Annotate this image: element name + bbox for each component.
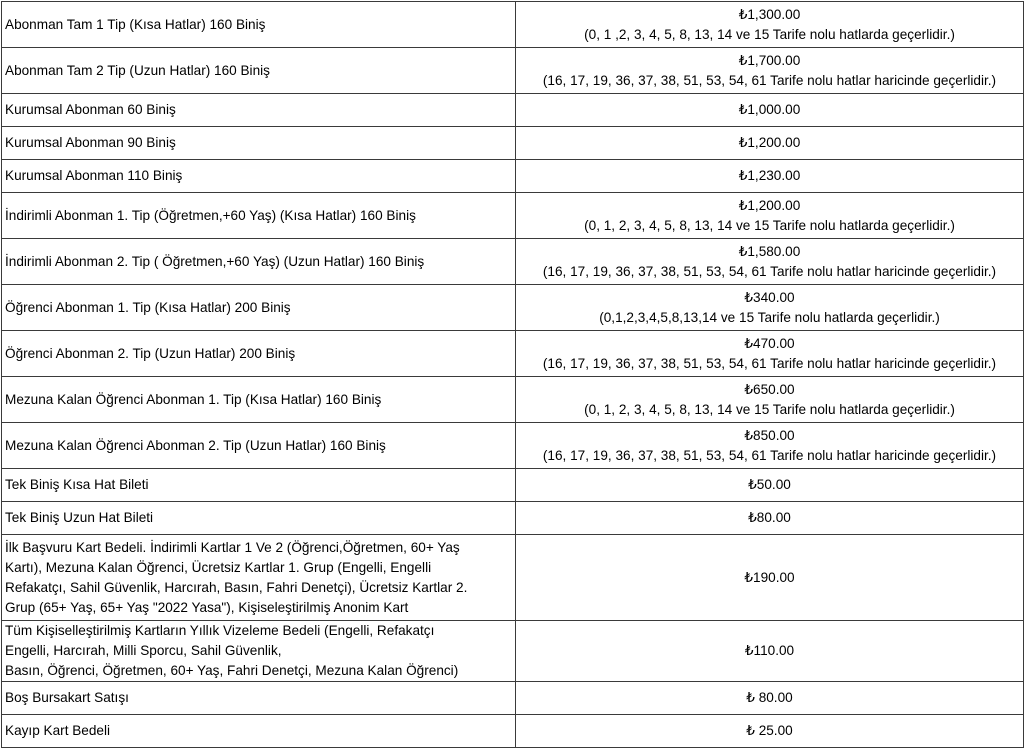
fare-name-line: Mezuna Kalan Öğrenci Abonman 2. Tip (Uzun Hatlar) 160 Biniş <box>5 437 386 453</box>
fare-name-cell <box>2 502 516 535</box>
fare-price: ₺1,700.00 <box>738 52 801 68</box>
fare-name-line: Kurumsal Abonman 90 Biniş <box>5 135 176 150</box>
fare-name-cell <box>2 331 516 377</box>
fare-name-line: Mezuna Kalan Öğrenci Abonman 1. Tip (Kısa Hatlar) 160 Biniş <box>5 391 382 407</box>
fare-price-cell <box>516 48 1024 94</box>
fare-validity-note: (0,1,2,3,4,5,8,13,14 ve 15 Tarife nolu hatlarda geçerlidir.) <box>599 309 940 325</box>
fare-name-line: Engelli, Harcırah, Milli Sporcu, Sahil Güvenlik, <box>5 643 282 658</box>
table-row <box>2 193 1024 239</box>
fare-validity-note: (0, 1 ,2, 3, 4, 5, 8, 13, 14 ve 15 Tarife nolu hatlarda geçerlidir.) <box>584 26 955 42</box>
fare-validity-note: (16, 17, 19, 36, 37, 38, 51, 53, 54, 61 Tarife nolu hatlar haricinde geçerlidir.) <box>542 263 997 279</box>
fare-price-cell <box>516 94 1024 127</box>
fare-name-line: Öğrenci Abonman 2. Tip (Uzun Hatlar) 200 Biniş <box>5 345 296 361</box>
fare-price-cell <box>516 621 1024 682</box>
fare-name-line: Tüm Kişiselleştirilmiş Kartların Yıllık Vizeleme Bedeli (Engelli, Refakatçı <box>5 623 435 638</box>
fare-name-line: İlk Başvuru Kart Bedeli. İndirimli Kartlar 1 Ve 2 (Öğrenci,Öğretmen, 60+ Yaş <box>5 539 460 555</box>
table-row <box>2 682 1024 715</box>
fare-name-line: Tek Biniş Uzun Hat Bileti <box>5 510 154 525</box>
fare-price: ₺1,580.00 <box>738 243 801 259</box>
fare-name-line: Kurumsal Abonman 60 Biniş <box>5 102 176 117</box>
fare-price: ₺1,230.00 <box>738 168 801 183</box>
table-row <box>2 715 1024 748</box>
fare-name-line: Basın, Öğrenci, Öğretmen, 60+ Yaş, Fahri Denetçi, Mezuna Kalan Öğrenci) <box>5 663 459 678</box>
fare-price: ₺ 25.00 <box>746 723 793 738</box>
fare-name-line: Boş Bursakart Satışı <box>5 690 129 705</box>
table-row <box>2 160 1024 193</box>
fare-name-line: Kartı), Mezuna Kalan Öğrenci, Ücretsiz Kartlar 1. Grup (Engelli, Engelli <box>5 559 432 575</box>
fare-price: ₺110.00 <box>744 643 795 658</box>
fare-price-cell <box>516 682 1024 715</box>
fare-validity-note: (0, 1, 2, 3, 4, 5, 8, 13, 14 ve 15 Tarife nolu hatlarda geçerlidir.) <box>584 401 955 417</box>
table-row <box>2 377 1024 423</box>
fare-price: ₺1,200.00 <box>738 135 801 150</box>
fare-price-cell <box>516 2 1024 48</box>
fare-name-cell <box>2 621 516 682</box>
fare-price: ₺340.00 <box>744 289 795 305</box>
fare-name-cell <box>2 535 516 621</box>
fare-price: ₺50.00 <box>748 477 791 492</box>
fare-price-cell <box>516 377 1024 423</box>
fare-name-cell <box>2 469 516 502</box>
fare-price: ₺ 80.00 <box>746 690 793 705</box>
fare-price-cell <box>516 193 1024 239</box>
table-row <box>2 502 1024 535</box>
fare-validity-note: (16, 17, 19, 36, 37, 38, 51, 53, 54, 61 Tarife nolu hatlar haricinde geçerlidir.) <box>542 355 997 371</box>
table-row <box>2 535 1024 621</box>
fare-name-line: Kurumsal Abonman 110 Biniş <box>5 168 183 183</box>
fare-name-cell <box>2 682 516 715</box>
fare-name-line: Abonman Tam 2 Tip (Uzun Hatlar) 160 Biniş <box>5 62 270 78</box>
fare-name-cell <box>2 239 516 285</box>
fare-name-line: Grup (65+ Yaş, 65+ Yaş "2022 Yasa"), Kişiseleştirilmiş Anonim Kart <box>5 599 409 615</box>
fare-price-cell <box>516 715 1024 748</box>
table-row <box>2 621 1024 682</box>
table-row <box>2 331 1024 377</box>
fare-name-line: İndirimli Abonman 1. Tip (Öğretmen,+60 Yaş) (Kısa Hatlar) 160 Biniş <box>5 207 416 223</box>
fare-name-cell <box>2 2 516 48</box>
fare-table-body <box>2 2 1024 748</box>
fare-table <box>1 1 1024 748</box>
fare-name-line: Kayıp Kart Bedeli <box>5 723 111 738</box>
fare-validity-note: (16, 17, 19, 36, 37, 38, 51, 53, 54, 61 Tarife nolu hatlar haricinde geçerlidir.) <box>542 72 997 88</box>
fare-price: ₺1,300.00 <box>738 6 801 22</box>
fare-price: ₺1,200.00 <box>738 197 801 213</box>
table-row <box>2 469 1024 502</box>
fare-name-line: Refakatçı, Sahil Güvenlik, Harcırah, Basın, Fahri Denetçi), Ücretsiz Kartlar 2. <box>5 579 468 595</box>
fare-name-line: İndirimli Abonman 2. Tip ( Öğretmen,+60 Yaş) (Uzun Hatlar) 160 Biniş <box>5 253 425 269</box>
table-row <box>2 48 1024 94</box>
fare-name-cell <box>2 423 516 469</box>
fare-price: ₺80.00 <box>748 510 791 525</box>
fare-price: ₺1,000.00 <box>738 102 801 117</box>
fare-name-cell <box>2 193 516 239</box>
fare-validity-note: (0, 1, 2, 3, 4, 5, 8, 13, 14 ve 15 Tarife nolu hatlarda geçerlidir.) <box>584 217 955 233</box>
fare-price: ₺650.00 <box>744 381 795 397</box>
fare-price: ₺850.00 <box>744 427 795 443</box>
fare-name-cell <box>2 48 516 94</box>
fare-price-cell <box>516 160 1024 193</box>
fare-name-cell <box>2 127 516 160</box>
table-row <box>2 2 1024 48</box>
fare-price-cell <box>516 239 1024 285</box>
fare-price-cell <box>516 331 1024 377</box>
fare-price-cell <box>516 423 1024 469</box>
fare-price-cell <box>516 285 1024 331</box>
fare-name-cell <box>2 285 516 331</box>
fare-name-cell <box>2 715 516 748</box>
fare-price-cell <box>516 127 1024 160</box>
fare-name-line: Öğrenci Abonman 1. Tip (Kısa Hatlar) 200 Biniş <box>5 299 291 315</box>
fare-name-cell <box>2 377 516 423</box>
fare-price-cell <box>516 469 1024 502</box>
table-row <box>2 127 1024 160</box>
fare-name-cell <box>2 160 516 193</box>
fare-name-cell <box>2 94 516 127</box>
table-row <box>2 285 1024 331</box>
fare-name-line: Tek Biniş Kısa Hat Bileti <box>5 477 149 492</box>
fare-price-cell <box>516 535 1024 621</box>
fare-price: ₺470.00 <box>744 335 795 351</box>
fare-price-cell <box>516 502 1024 535</box>
table-row <box>2 94 1024 127</box>
fare-name-line: Abonman Tam 1 Tip (Kısa Hatlar) 160 Biniş <box>5 16 266 32</box>
fare-price: ₺190.00 <box>744 569 795 585</box>
fare-validity-note: (16, 17, 19, 36, 37, 38, 51, 53, 54, 61 Tarife nolu hatlar haricinde geçerlidir.) <box>542 447 997 463</box>
table-row <box>2 239 1024 285</box>
table-row <box>2 423 1024 469</box>
